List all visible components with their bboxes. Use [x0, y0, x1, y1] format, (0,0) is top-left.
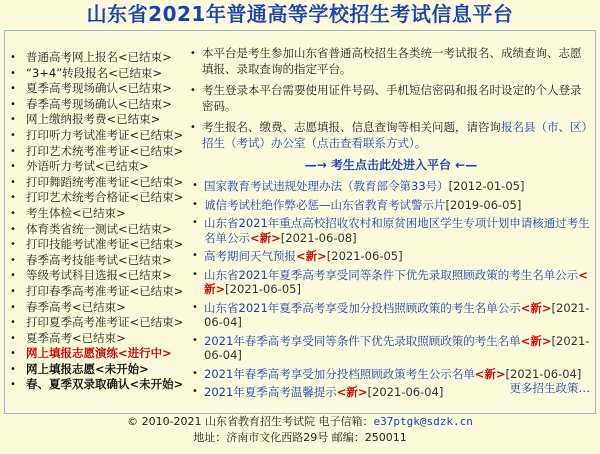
bullet-icon: •	[10, 301, 16, 313]
menu-item[interactable]	[8, 284, 183, 300]
menu-item[interactable]	[8, 50, 183, 66]
menu-item-status: <未开始>	[129, 377, 184, 392]
news-title-link[interactable]: 2021年春季高考享受加分投档照顾政策考生公示名单	[204, 366, 475, 381]
menu-item[interactable]	[8, 315, 183, 331]
menu-item-label[interactable]: 打印艺术统考合格证	[26, 190, 130, 205]
new-badge: <新>	[204, 267, 588, 296]
left-menu	[8, 50, 183, 393]
bullet-icon: •	[192, 198, 198, 210]
menu-item-label[interactable]: 夏季高考现场确认	[26, 81, 118, 96]
menu-item-label[interactable]: 打印技能考试准考证	[26, 237, 130, 252]
notice-item	[190, 83, 592, 114]
menu-item-label[interactable]: 网上填报志愿演练	[26, 346, 118, 361]
news-item[interactable]	[190, 367, 592, 382]
news-date: [2021-06-05]	[326, 249, 403, 263]
menu-item-status: <已结束>	[129, 190, 184, 205]
bullet-icon: •	[10, 223, 16, 235]
menu-item[interactable]	[8, 268, 183, 284]
notice-item	[190, 120, 592, 151]
bullet-icon: •	[10, 363, 16, 375]
notice-link[interactable]: 报名县（市、区）招生（考试）办公室（点击查看联系方式）。	[202, 120, 588, 150]
menu-item-status: <已结束>	[95, 159, 149, 174]
menu-item[interactable]	[8, 253, 183, 269]
menu-item-label[interactable]: 普通高考网上报名	[26, 50, 118, 64]
menu-item[interactable]	[8, 206, 183, 222]
menu-item[interactable]	[8, 331, 183, 347]
bullet-icon: •	[192, 367, 198, 379]
menu-item-label[interactable]: 考生体检	[26, 205, 72, 220]
enter-platform-link[interactable]: —→ 考生点击此处进入平台 ←—	[304, 158, 478, 172]
menu-item-label[interactable]: 外语听力考试	[26, 159, 95, 174]
new-badge: <新>	[520, 333, 552, 348]
menu-item-label[interactable]: 春、夏季双录取确认	[26, 377, 130, 392]
menu-item-label[interactable]: 打印舞蹈统考准考证	[26, 174, 130, 189]
menu-item-label[interactable]: 网上填报志愿	[26, 361, 95, 376]
menu-item-label[interactable]: 打印春季高考准考证	[26, 283, 130, 298]
bullet-icon: •	[192, 268, 198, 280]
notice-text: 考生登录本平台需要使用证件号码、手机短信密码和报名时设定的个人登录密码。	[202, 83, 582, 113]
menu-item-status: <已结束>	[118, 252, 172, 267]
menu-item-status: <已结束>	[118, 81, 172, 96]
menu-item-label[interactable]: 网上缴纳报考费	[26, 112, 107, 127]
news-title-link[interactable]: 山东省2021年重点高校招收农村和原贫困地区学生专项计划申请核通过考生名单公示	[204, 216, 590, 245]
notice-text: 本平台是考生参加山东省普通高校招生各类统一考试报名、成绩查询、志愿填报、录取查询的指定平台。	[202, 46, 582, 76]
menu-item-label[interactable]: 打印听力考试准考证	[26, 127, 130, 142]
menu-item-label[interactable]: 打印夏季高考准考证	[26, 315, 130, 330]
menu-item-label[interactable]: 等级考试科目选报	[26, 268, 118, 283]
menu-item[interactable]	[8, 222, 183, 238]
news-item[interactable]	[190, 216, 592, 245]
news-date: [2021-06-04]	[204, 333, 590, 362]
menu-item-label[interactable]: 体育类省统一测试	[26, 221, 118, 236]
right-panel	[190, 46, 592, 404]
footer-copyright-line	[0, 414, 600, 430]
news-date: [2012-01-05]	[448, 179, 525, 193]
menu-item-status: <已结束>	[129, 237, 184, 252]
bullet-icon: •	[10, 285, 16, 297]
news-item[interactable]	[190, 249, 592, 264]
bullet-icon: •	[10, 176, 16, 188]
bullet-icon: •	[10, 83, 16, 95]
bullet-icon: •	[10, 332, 16, 344]
news-date: [2019-06-05]	[445, 197, 522, 212]
bullet-icon: •	[10, 348, 16, 360]
news-title-link[interactable]: 2021年夏季高考温馨提示	[204, 385, 337, 399]
more-policies-link[interactable]: 更多招生政策…	[509, 381, 590, 395]
menu-item-status: <已结束>	[118, 268, 172, 283]
footer-copyright: © 2010-2021 山东省教育招生考试院 电子信箱：	[127, 415, 374, 428]
menu-item[interactable]	[8, 128, 183, 144]
news-item[interactable]	[190, 198, 592, 213]
menu-item[interactable]	[8, 159, 183, 175]
new-badge: <新>	[296, 249, 327, 263]
menu-item-label[interactable]: 春季高考	[26, 299, 72, 314]
bullet-icon: •	[192, 301, 198, 313]
menu-item-status: <进行中>	[118, 346, 172, 361]
menu-item[interactable]	[8, 362, 183, 378]
menu-item-label[interactable]: 春季高考现场确认	[26, 96, 118, 111]
bullet-icon: •	[10, 379, 16, 391]
menu-item[interactable]	[8, 237, 183, 253]
bullet-icon: •	[10, 317, 16, 329]
bullet-icon: •	[192, 180, 198, 191]
bullet-icon: •	[190, 85, 196, 96]
news-item[interactable]	[190, 334, 592, 363]
menu-item-status: <已结束>	[129, 174, 184, 189]
news-date: [2021-06-08]	[280, 230, 357, 245]
menu-item-status: <未开始>	[95, 361, 149, 376]
news-item[interactable]	[190, 268, 592, 297]
menu-item-status: <已结束>	[118, 50, 172, 64]
footer-email-link[interactable]: e37ptgk@sdzk.cn	[373, 415, 473, 428]
bullet-icon: •	[10, 114, 16, 126]
bullet-icon: •	[10, 52, 16, 63]
menu-item-status: <已结束>	[72, 330, 126, 345]
bullet-icon: •	[10, 239, 16, 251]
menu-item-status: <已结束>	[129, 143, 184, 158]
bullet-icon: •	[192, 217, 198, 228]
new-badge: <新>	[250, 230, 281, 245]
menu-item-label[interactable]: 春季高考技能考试	[26, 252, 118, 267]
news-title-link[interactable]: 山东省2021年夏季高考享受同等条件下优先录取照顾政策的考生名单公示	[204, 267, 579, 282]
news-title-link[interactable]: 诚信考试杜绝作弊必惩—山东省教育考试警示片	[204, 197, 446, 212]
bullet-icon: •	[10, 145, 16, 157]
bullet-icon: •	[10, 161, 16, 173]
footer	[0, 414, 600, 446]
menu-item[interactable]	[8, 66, 183, 82]
menu-item[interactable]	[8, 144, 183, 160]
menu-item[interactable]	[8, 175, 183, 191]
news-date: [2021-06-04]	[204, 300, 590, 329]
menu-item-label[interactable]: “3+4”转段报名	[26, 65, 109, 80]
menu-item-label[interactable]: 夏季高考	[26, 330, 72, 345]
bullet-icon: •	[190, 122, 196, 133]
bullet-icon: •	[192, 334, 198, 346]
bullet-icon: •	[192, 386, 198, 397]
menu-item[interactable]	[8, 112, 183, 128]
menu-item-status: <已结束>	[118, 96, 172, 111]
bullet-icon: •	[10, 129, 16, 141]
news-date: [2021-06-05]	[225, 282, 301, 296]
menu-item-status: <已结束>	[72, 299, 126, 314]
menu-item[interactable]	[8, 300, 183, 316]
menu-item-status: <已结束>	[106, 112, 161, 127]
news-title-link[interactable]: 高考期间天气预报	[204, 249, 296, 263]
bullet-icon: •	[10, 270, 16, 282]
news-item[interactable]	[190, 301, 592, 330]
news-title-link[interactable]: 2021年春季高考享受同等条件下优先录取照顾政策的考生名单	[204, 333, 521, 348]
news-date: [2021-06-04]	[367, 385, 444, 399]
bullet-icon: •	[190, 48, 196, 59]
menu-item[interactable]	[8, 346, 183, 362]
bullet-icon: •	[192, 250, 198, 261]
bullet-icon: •	[10, 98, 16, 110]
news-date: [2021-06-04]	[505, 366, 582, 381]
menu-item[interactable]	[8, 81, 183, 97]
menu-item[interactable]	[8, 190, 183, 206]
menu-item-status: <已结束>	[72, 205, 126, 220]
menu-item-status: <已结束>	[108, 65, 162, 80]
bullet-icon: •	[10, 67, 16, 79]
notice-text: 考生报名、缴费、志愿填报、信息查询等相关问题，请咨询	[202, 120, 501, 134]
new-badge: <新>	[336, 385, 368, 399]
menu-item-status: <已结束>	[129, 283, 184, 298]
menu-item-label[interactable]: 打印艺术统考准考证	[26, 143, 130, 158]
footer-address: 地址：济南市文化西路29号 邮编：250011	[193, 431, 407, 444]
menu-item-status: <已结束>	[129, 127, 184, 142]
bullet-icon: •	[10, 207, 16, 219]
new-badge: <新>	[520, 300, 552, 315]
bullet-icon: •	[10, 192, 16, 204]
menu-item[interactable]	[8, 377, 183, 393]
bullet-icon: •	[10, 254, 16, 266]
news-title-link[interactable]: 国家教育考试违规处理办法（教育部令第33号）	[204, 179, 449, 193]
notice-item	[190, 46, 592, 77]
page-title: 山东省2021年普通高等学校招生考试信息平台	[86, 2, 514, 26]
new-badge: <新>	[474, 366, 506, 381]
news-item[interactable]	[190, 179, 592, 194]
menu-item[interactable]	[8, 97, 183, 113]
news-title-link[interactable]: 山东省2021年夏季高考享受加分投档照顾政策的考生名单公示	[204, 300, 521, 315]
menu-item-status: <已结束>	[118, 221, 172, 236]
menu-item-status: <已结束>	[129, 315, 184, 330]
